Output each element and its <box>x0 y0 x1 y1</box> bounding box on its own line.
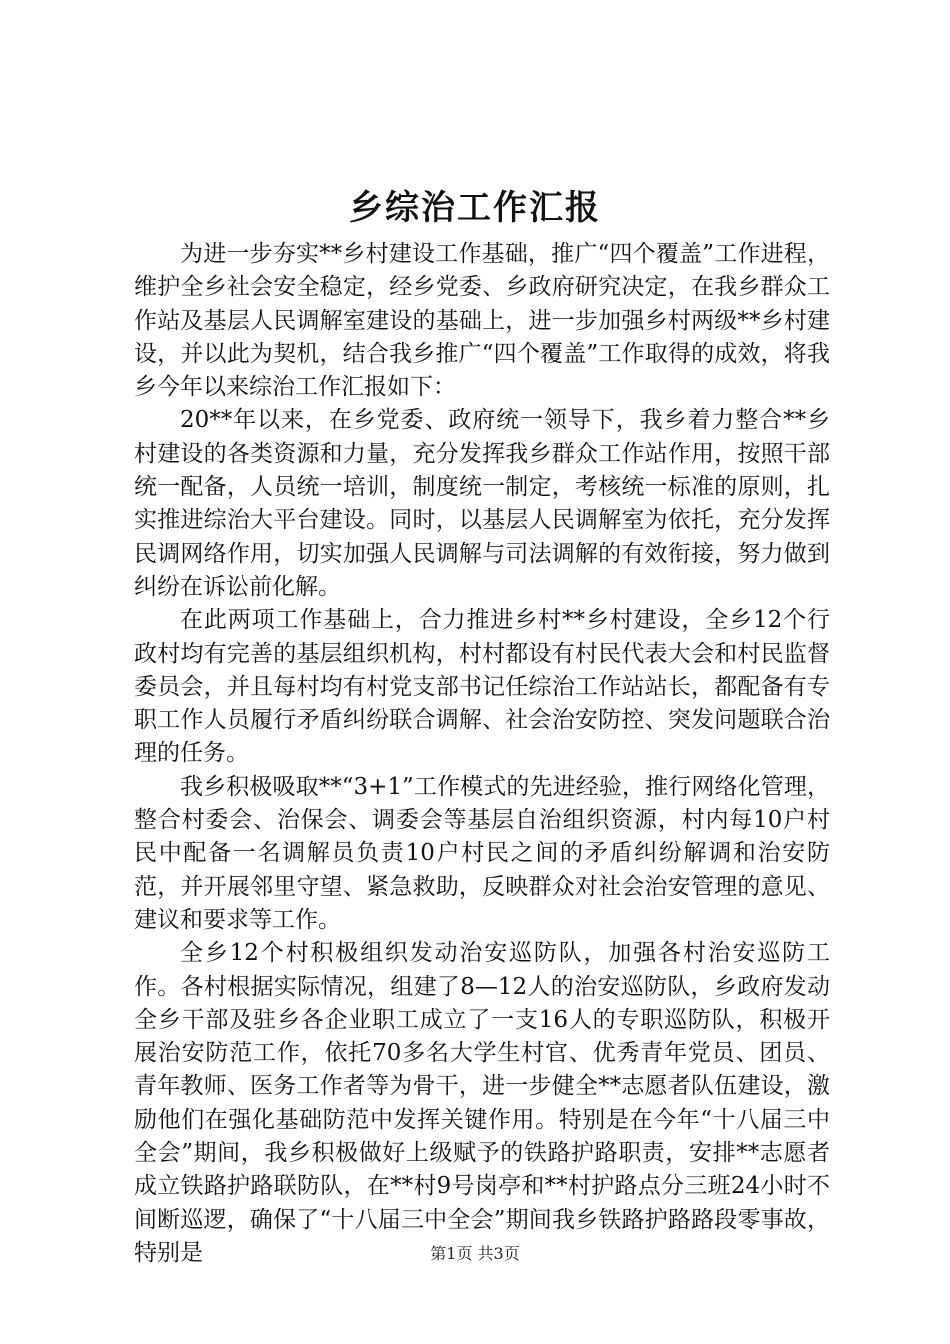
document-body <box>134 238 830 1270</box>
paragraph-5: 全乡12个村积极组织发动治安巡防队，加强各村治安巡防工作。各村根据实际情况，组建了8—12人的治安巡防队，乡政府发动全乡干部及驻乡各企业职工成立了一支16人的专职巡防队，积极开展治安防范工作，依托70多名大学生村官、优秀青年党员、团员、青年教师、医务工作者等为骨干，进一步健全**志愿者队伍建设，激励他们在强化基础防范中发挥关键作用。特别是在今年“十八届三中全会”期间，我乡积极做好上级赋予的铁路护路职责，安排**志愿者成立铁路护路联防队，在**村9号岗亭和**村护路点分三班24小时不间断巡逻，确保了“十八届三中全会”期间我乡铁路护路路段零事故，特别是 <box>134 940 830 1266</box>
paragraph-1: 为进一步夯实**乡村建设工作基础，推广“四个覆盖”工作进程，维护全乡社会安全稳定，经乡党委、乡政府研究决定，在我乡群众工作站及基层人民调解室建设的基础上，进一步加强乡村两级**乡村建设，并以此为契机，结合我乡推广“四个覆盖”工作取得的成效，将我乡今年以来综治工作汇报如下： <box>134 241 830 401</box>
page-number-footer: 第1页 共3页 <box>430 1244 520 1263</box>
paragraph-2: 20**年以来，在乡党委、政府统一领导下，我乡着力整合**乡村建设的各类资源和力量，充分发挥我乡群众工作站作用，按照干部统一配备，人员统一培训，制度统一制定，考核统一标准的原则，扎实推进综治大平台建设。同时，以基层人民调解室为依托，充分发挥民调网络作用，切实加强人民调解与司法调解的有效衔接，努力做到纠纷在诉讼前化解。 <box>134 407 830 600</box>
paragraph-4: 我乡积极吸取**“3+1”工作模式的先进经验，推行网络化管理，整合村委会、治保会、调委会等基层自治组织资源，村内每10户村民中配备一名调解员负责10户村民之间的矛盾纠纷解调和治安防范，并开展邻里守望、紧急救助，反映群众对社会治安管理的意见、建议和要求等工作。 <box>134 773 830 933</box>
paragraph-3: 在此两项工作基础上，合力推进乡村**乡村建设，全乡12个行政村均有完善的基层组织机构，村村都设有村民代表大会和村民监督委员会，并且每村均有村党支部书记任综治工作站站长，都配备有专职工作人员履行矛盾纠纷联合调解、社会治安防控、突发问题联合治理的任务。 <box>134 607 830 767</box>
document-title: 乡综治工作汇报 <box>349 188 601 228</box>
